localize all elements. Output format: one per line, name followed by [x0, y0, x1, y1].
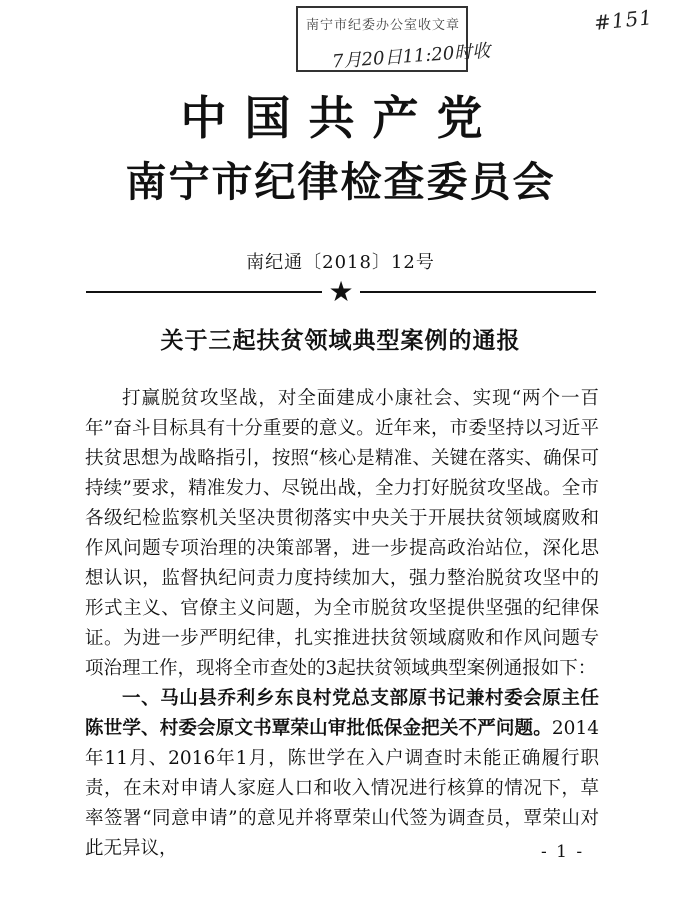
- separator-line-left: [86, 291, 322, 293]
- document-body: [85, 384, 599, 864]
- document-number: 南纪通〔2018〕12号: [246, 252, 435, 273]
- separator-line-right: [360, 291, 596, 293]
- star-icon: ★: [328, 275, 354, 308]
- case1-text: 2014年11月、2016年1月，陈世学在入户调查时未能正确履行职责，在未对申请人家庭人口和收入情况进行核算的情况下，草率签署“同意申请”的意见并将覃荣山代签为调查员，覃荣山对此无异议，: [85, 718, 599, 859]
- org-header-line1: 中国共产党: [180, 91, 501, 145]
- stamp-office-text: 南宁市纪委办公室收文章: [306, 18, 461, 33]
- body-paragraph-intro: 打赢脱贫攻坚战，对全面建成小康社会、实现“两个一百年”奋斗目标具有十分重要的意义。近年来，市委坚持以习近平扶贫思想为战略指引，按照“核心是精准、关键在落实、确保可持续”要求，精准发力、尽锐出战，全力打好脱贫攻坚战。全市各级纪检监察机关坚决贯彻落实中央关于开展扶贫领域腐败和作风问题专项治理的决策部署，进一步提高政治站位，深化思想认识，监督执纪问责力度持续加大，强力整治脱贫攻坚中的形式主义、官僚主义问题，为全市脱贫攻坚提供坚强的纪律保证。为进一步严明纪律，扎实推进扶贫领域腐败和作风问题专项治理工作，现将全市查处的3起扶贫领域典型案例通报如下：: [85, 388, 599, 679]
- document-title: 关于三起扶贫领域典型案例的通报: [160, 327, 521, 354]
- handwritten-mark: #151: [592, 4, 655, 36]
- received-stamp: [296, 6, 491, 73]
- org-header-line2: 南宁市纪律检查委员会: [125, 158, 556, 206]
- page-number: - 1 -: [541, 842, 585, 862]
- stamp-time-text: 7月20日11:20时收: [331, 40, 491, 73]
- body-paragraph-case1: [85, 684, 599, 864]
- case1-heading: 一、马山县乔利乡东良村党总支部原书记兼村委会原主任陈世学、村委会原文书覃荣山审批低保金把关不严问题。: [85, 688, 599, 739]
